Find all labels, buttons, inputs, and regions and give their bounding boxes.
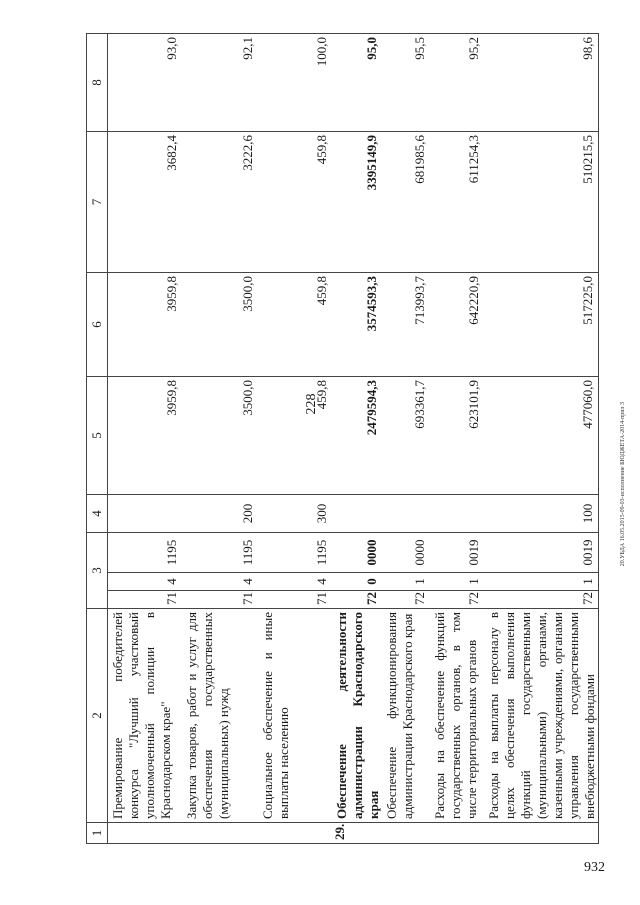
table-header-row xyxy=(87,34,108,844)
execution-percent: 95,0 xyxy=(332,34,382,132)
rotated-table-container xyxy=(86,34,602,844)
code-target: 0000 xyxy=(382,533,430,573)
execution-percent: 100,0 xyxy=(258,34,332,132)
row-number xyxy=(108,823,183,844)
code-ministry: 72 xyxy=(332,591,382,609)
table-row xyxy=(484,34,599,844)
executed-amount: 681985,6 xyxy=(382,132,430,273)
table-row xyxy=(430,34,484,844)
row-number xyxy=(182,823,258,844)
code-sub: 4 xyxy=(258,573,332,591)
expense-type: 300 xyxy=(258,495,332,533)
code-ministry: 71 xyxy=(258,591,332,609)
expense-type: 100 xyxy=(484,495,599,533)
row-number xyxy=(484,823,599,844)
code-target: 0019 xyxy=(484,533,599,573)
code-ministry: 72 xyxy=(382,591,430,609)
code-sub: 1 xyxy=(382,573,430,591)
approved-amount: 623101,9 xyxy=(430,377,484,495)
page-number-top: 228 xyxy=(304,393,319,415)
row-description: Расходы на обеспечение функций государственных органов, в том числе территориальных органов xyxy=(430,609,484,823)
approved-amount: 693361,7 xyxy=(382,377,430,495)
budget-amount: 3574593,3 xyxy=(332,273,382,377)
table-row xyxy=(258,34,332,844)
expense-type xyxy=(382,495,430,533)
row-description: Обеспечение деятельности администрации Краснодарского края xyxy=(332,609,382,823)
code-target: 0019 xyxy=(430,533,484,573)
execution-percent: 92,1 xyxy=(182,34,258,132)
expense-type: 200 xyxy=(182,495,258,533)
executed-amount: 510215,5 xyxy=(484,132,599,273)
table-row-section xyxy=(332,34,382,844)
budget-amount: 459,8 xyxy=(258,273,332,377)
budget-amount: 517225,0 xyxy=(484,273,599,377)
budget-table xyxy=(86,33,599,844)
code-sub: 1 xyxy=(484,573,599,591)
row-number xyxy=(430,823,484,844)
code-target: 1195 xyxy=(108,533,183,573)
header-col-6: 6 xyxy=(87,273,108,377)
executed-amount: 611254,3 xyxy=(430,132,484,273)
code-sub: 1 xyxy=(430,573,484,591)
code-sub: 4 xyxy=(182,573,258,591)
budget-amount: 642220,9 xyxy=(430,273,484,377)
expense-type xyxy=(108,495,183,533)
code-target: 1195 xyxy=(182,533,258,573)
row-description: Социальное обеспечение и иные выплаты населению xyxy=(258,609,332,823)
code-target: 0000 xyxy=(332,533,382,573)
code-ministry: 72 xyxy=(484,591,599,609)
execution-percent: 95,2 xyxy=(430,34,484,132)
row-description: Обеспечение функционирования администрации Краснодарского края xyxy=(382,609,430,823)
header-col-5: 5 xyxy=(87,377,108,495)
header-col-7: 7 xyxy=(87,132,108,273)
header-col-2: 2 xyxy=(87,609,108,823)
header-col-1: 1 xyxy=(87,823,108,844)
code-sub: 0 xyxy=(332,573,382,591)
approved-amount: 3959,8 xyxy=(108,377,183,495)
budget-amount: 713993,7 xyxy=(382,273,430,377)
execution-percent: 93,0 xyxy=(108,34,183,132)
execution-percent: 98,6 xyxy=(484,34,599,132)
table-row xyxy=(108,34,183,844)
row-number: 29. xyxy=(332,823,382,844)
header-col-3: 3 xyxy=(87,533,108,609)
approved-amount: 3500,0 xyxy=(182,377,258,495)
header-col-8: 8 xyxy=(87,34,108,132)
code-ministry: 72 xyxy=(430,591,484,609)
header-col-4: 4 xyxy=(87,495,108,533)
executed-amount: 3682,4 xyxy=(108,132,183,273)
executed-amount: 459,8 xyxy=(258,132,332,273)
row-number xyxy=(258,823,332,844)
code-ministry: 71 xyxy=(108,591,183,609)
code-ministry: 71 xyxy=(182,591,258,609)
execution-percent: 95,5 xyxy=(382,34,430,132)
approved-amount: 2479594,3 xyxy=(332,377,382,495)
row-description: Закупка товаров, работ и услуг для обеспечения государственных (муниципальных) нужд xyxy=(182,609,258,823)
table-row xyxy=(182,34,258,844)
expense-type xyxy=(332,495,382,533)
executed-amount: 3395149,9 xyxy=(332,132,382,273)
approved-amount: 477060,0 xyxy=(484,377,599,495)
executed-amount: 3222,6 xyxy=(182,132,258,273)
page-number-bottom: 932 xyxy=(584,860,605,875)
footer-filepath: 20.УБДА 16.05.2015-09-03-исполнение БЮДЖЕТА-2014-прил 3 xyxy=(620,402,626,567)
row-number xyxy=(382,823,430,844)
table-row xyxy=(382,34,430,844)
code-target: 1195 xyxy=(258,533,332,573)
code-sub: 4 xyxy=(108,573,183,591)
row-description: Премирование победителей конкурса "Лучший участковый уполномоченный полиции в Краснодарском крае" xyxy=(108,609,183,823)
approved-amount: 459,8 xyxy=(258,377,332,495)
budget-amount: 3959,8 xyxy=(108,273,183,377)
expense-type xyxy=(430,495,484,533)
row-description: Расходы на выплаты персоналу в целях обеспечения выполнения функций государственными (муниципальными) органами, казенными учреждениями, органами управления государственными внебюджетными фондами xyxy=(484,609,599,823)
budget-amount: 3500,0 xyxy=(182,273,258,377)
